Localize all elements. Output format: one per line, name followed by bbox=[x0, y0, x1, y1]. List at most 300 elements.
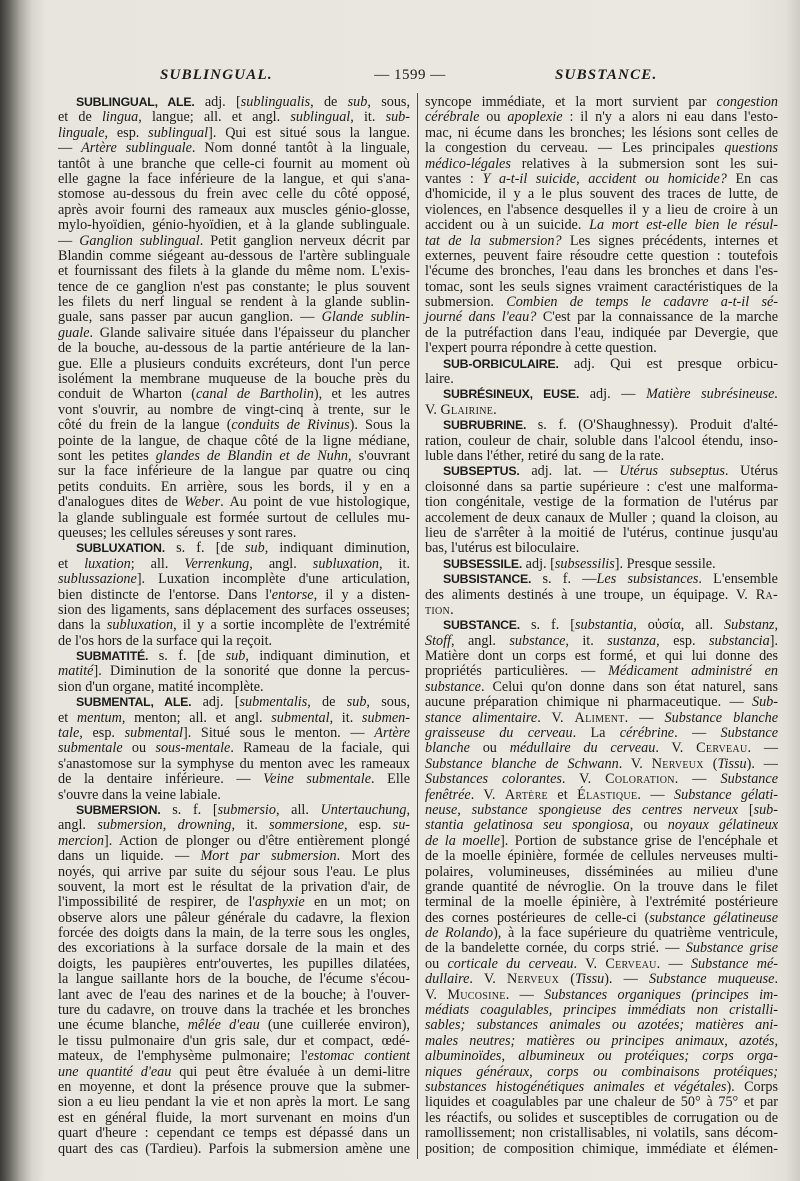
roman-text: ]. Presque sessile. bbox=[614, 555, 716, 572]
text-line bbox=[425, 1095, 778, 1110]
roman-text: ). — bbox=[746, 755, 778, 772]
text-line bbox=[425, 649, 778, 664]
roman-text: en moyenne, et dont la présence prouve que la submer- bbox=[58, 1079, 410, 1095]
italic-text: Médicament administré en bbox=[608, 663, 778, 680]
headword: SUBSESSILE. bbox=[443, 556, 523, 571]
text-line bbox=[58, 280, 410, 295]
italic-text: Substance bbox=[720, 725, 778, 742]
roman-text: , οὐσία, all. bbox=[633, 617, 724, 634]
text-line bbox=[425, 895, 778, 910]
roman-text: relatives à la submersion sont les sui- bbox=[510, 155, 778, 172]
text-line bbox=[425, 618, 778, 633]
italic-text: sub bbox=[347, 94, 368, 110]
roman-text: côté du frein de la langue ( bbox=[58, 417, 232, 434]
headword: SUBMERSION. bbox=[76, 802, 161, 817]
roman-text: quart des cas (Tardieu). Parfois la submersion amène une bbox=[58, 1140, 410, 1157]
italic-text: submental bbox=[124, 725, 183, 742]
headword: SUBRÉSINEUX, EUSE. bbox=[443, 387, 580, 402]
italic-text: Substance grise bbox=[685, 940, 779, 957]
italic-text: La mort est-elle bien le résul- bbox=[589, 217, 778, 234]
small-caps-reference: tion. bbox=[425, 601, 454, 618]
roman-text: Matière dont un corps est formé, et qui lui donne des bbox=[425, 648, 778, 665]
roman-text: , indiquant diminution, bbox=[264, 540, 410, 557]
roman-text: terminal de la moelle épinière, à l'extrémité postérieure bbox=[425, 894, 778, 911]
italic-text: noyaux gélatineux bbox=[667, 817, 779, 834]
roman-text: , s'ouvrant bbox=[347, 447, 410, 464]
text-line bbox=[425, 1003, 778, 1018]
italic-text: substance bbox=[509, 632, 566, 649]
roman-text: , angl. bbox=[451, 632, 510, 649]
italic-text: Sub- bbox=[751, 694, 778, 711]
roman-text: ]. Situé sous le menton. — bbox=[182, 725, 375, 742]
text-line bbox=[58, 1095, 410, 1110]
text-line bbox=[425, 172, 778, 187]
text-line bbox=[425, 157, 778, 172]
text-line bbox=[425, 434, 778, 449]
roman-text: . Nom donné tantôt à la linguale, bbox=[191, 140, 410, 157]
text-line bbox=[425, 310, 778, 325]
text-line bbox=[425, 788, 778, 803]
roman-text: la glande sublinguale est formée surtout de cellules mu- bbox=[58, 509, 410, 526]
italic-text: conduits de Rivinus bbox=[231, 417, 350, 434]
roman-text: — bbox=[58, 232, 80, 249]
text-line bbox=[58, 788, 410, 803]
roman-text: sont les petites bbox=[58, 447, 156, 464]
roman-text: bas, l'utérus est biloculaire. bbox=[425, 540, 580, 557]
text-line bbox=[58, 726, 410, 741]
text-line bbox=[58, 557, 410, 572]
italic-text: dullaire bbox=[425, 971, 470, 988]
text-line bbox=[58, 372, 410, 387]
roman-text: une écume blanche, bbox=[58, 1017, 188, 1034]
text-line bbox=[425, 1049, 778, 1064]
text-line bbox=[425, 187, 778, 202]
italic-text: submersion, drowning bbox=[97, 817, 232, 834]
italic-text: Substance gélati- bbox=[674, 786, 779, 803]
italic-text: une quantité d'eau bbox=[58, 1063, 172, 1080]
text-line bbox=[58, 695, 410, 710]
roman-text: le tissu pulmonaire d'un gris sale, dur et compact, œdé- bbox=[58, 1032, 410, 1049]
roman-text: de la putréfaction dans l'eau, indiquée par Devergie, que bbox=[425, 324, 778, 341]
roman-text: tence de ce ganglion n'est pas constante; le plus souvent bbox=[58, 278, 410, 295]
roman-text: et fournissant des filets à la glande du même nom. L'exis- bbox=[58, 263, 410, 280]
roman-text: d'homicide, il y a le plus souvent des traces de lutte, de bbox=[425, 186, 778, 203]
roman-text: . V. bbox=[470, 786, 505, 803]
roman-text: souvent, la mort est le résultat de la privation d'air, de bbox=[58, 878, 410, 895]
text-line bbox=[425, 541, 778, 556]
italic-text: subluxation bbox=[312, 555, 380, 572]
text-line bbox=[425, 326, 778, 341]
roman-text: . V. bbox=[537, 709, 575, 726]
roman-text: l'impossibilité de respirer, de l' bbox=[58, 894, 255, 911]
roman-text: . Celui qu'on donne dans son état naturel, sans bbox=[480, 678, 778, 695]
text-line bbox=[425, 741, 778, 756]
roman-text: . — bbox=[624, 709, 665, 726]
roman-text: , indiquant diminution, et bbox=[245, 648, 410, 665]
text-line bbox=[58, 1049, 410, 1064]
roman-text: accolement de deux canaux de Muller ; quand la cloison, au bbox=[425, 509, 778, 526]
roman-text: . V. bbox=[561, 771, 606, 788]
italic-text: sables; substances animales ou azotées; matières ani- bbox=[425, 1017, 778, 1034]
roman-text: luble dans l'éther, retiré du sang de la rate. bbox=[425, 447, 665, 464]
roman-text: mylo-hyoïdien, génio-hyoïdien, et à la glande sublinguale. bbox=[58, 217, 410, 234]
text-line bbox=[58, 157, 410, 172]
text-line bbox=[58, 849, 410, 864]
roman-text: lant avec de l'eau des narines et de la bouche; à l'ouver- bbox=[58, 986, 410, 1003]
roman-text: l'écume des bronches, l'eau dans les bronches et dans l'es- bbox=[425, 263, 778, 280]
roman-text: , it. bbox=[379, 555, 410, 572]
roman-text: . — bbox=[674, 771, 721, 788]
roman-text: V. bbox=[425, 401, 441, 418]
roman-text: — bbox=[58, 140, 82, 157]
italic-text: Tissu bbox=[717, 755, 747, 772]
text-line bbox=[58, 865, 410, 880]
text-line bbox=[425, 988, 778, 1003]
roman-text: , il y a sortie incomplète de l'extrémité bbox=[173, 617, 410, 634]
roman-text: ), à la face supérieure du quatrième ventricule, bbox=[493, 925, 779, 942]
roman-text: . Petit ganglion nerveux décrit par bbox=[199, 232, 410, 249]
italic-text: submentale bbox=[58, 740, 123, 757]
text-line bbox=[425, 818, 778, 833]
italic-text: sub bbox=[346, 694, 367, 711]
text-line bbox=[58, 203, 410, 218]
roman-text: adj. [ bbox=[522, 555, 555, 572]
roman-text: les réactifs, ou solides et susceptibles de corrugation ou de bbox=[425, 1109, 778, 1126]
italic-text: sub bbox=[225, 648, 246, 665]
roman-text: et bbox=[547, 786, 578, 803]
text-line bbox=[425, 126, 778, 141]
roman-text: ]. Qui est situé sous la langue. bbox=[208, 124, 410, 141]
italic-text: corticale du cerveau bbox=[447, 955, 574, 972]
roman-text: , menton; all. et angl. bbox=[121, 709, 272, 726]
roman-text: laire. bbox=[425, 371, 454, 388]
text-line bbox=[58, 141, 410, 156]
roman-text: . Mort des bbox=[336, 848, 410, 865]
roman-text: après avoir fourni des rameaux aux muscles génio-glosse, bbox=[58, 201, 410, 218]
italic-text: submentalis bbox=[239, 694, 308, 711]
italic-text: médiats coagulables, principes immédiats non cristalli- bbox=[425, 1002, 778, 1019]
roman-text: ou bbox=[479, 109, 508, 126]
roman-text: aucune préparation chimique ni pharmaceutique. — bbox=[425, 694, 752, 711]
roman-text: , il y a disten- bbox=[313, 586, 410, 603]
text-line bbox=[58, 218, 410, 233]
roman-text: ration, couleur de chair, soluble dans l'alcool étendu, inso- bbox=[425, 432, 778, 449]
right-column bbox=[425, 95, 778, 1157]
roman-text: s. f. [de bbox=[148, 648, 226, 665]
italic-text: de Rolando bbox=[425, 925, 494, 942]
italic-text: subluxation bbox=[106, 617, 174, 634]
roman-text: s. f. — bbox=[531, 571, 597, 588]
italic-text: Substance blanche de Schwann bbox=[425, 755, 619, 772]
italic-text: Utérus subseptus bbox=[619, 463, 725, 480]
roman-text: gue. Elle a plusieurs conduits excréteurs, dont l'un perce bbox=[58, 355, 410, 372]
roman-text: . Elle bbox=[371, 771, 411, 788]
roman-text: des excoriations à la surface dorsale de la main et des bbox=[58, 940, 410, 957]
roman-text: polaires, volumineuses, disséminées au milieu d'une bbox=[425, 863, 778, 880]
roman-text: ]. Portion de substance grise de l'encéphale et bbox=[500, 832, 778, 849]
roman-text: mateux, de l'emphysème pulmonaire; l' bbox=[58, 1048, 308, 1065]
italic-text: substantia bbox=[574, 617, 634, 634]
text-line bbox=[58, 649, 410, 664]
text-line bbox=[58, 434, 410, 449]
italic-text: questions bbox=[724, 140, 778, 157]
roman-text: accident ou à un suicide. bbox=[425, 217, 590, 234]
text-line bbox=[58, 1034, 410, 1049]
small-caps-reference: Ra- bbox=[755, 586, 778, 603]
italic-text: matité bbox=[58, 663, 94, 680]
text-line bbox=[425, 295, 778, 310]
roman-text: . V. bbox=[655, 740, 697, 757]
italic-text: sublingualis bbox=[240, 94, 311, 110]
text-line bbox=[425, 557, 778, 572]
text-line bbox=[58, 310, 410, 325]
roman-text: (une cuillerée environ), bbox=[259, 1017, 410, 1034]
text-line bbox=[58, 1080, 410, 1095]
roman-text: doigts, les paupières entr'ouvertes, les pupilles dilatées, bbox=[58, 955, 410, 972]
roman-text: . — bbox=[747, 740, 779, 757]
roman-text: . — bbox=[656, 955, 691, 972]
roman-text: sion a eu lieu pendant la vie et non après la mort. Le sang bbox=[58, 1094, 410, 1111]
text-line bbox=[58, 187, 410, 202]
italic-text: mentum bbox=[76, 709, 122, 726]
text-line bbox=[58, 511, 410, 526]
roman-text: de la bandelette cornée, du corps strié. — bbox=[425, 940, 686, 957]
roman-text: ; all. bbox=[130, 555, 185, 572]
text-line bbox=[58, 1018, 410, 1033]
text-line bbox=[425, 588, 778, 603]
text-line bbox=[58, 803, 410, 818]
text-line bbox=[58, 972, 410, 987]
text-line bbox=[425, 95, 778, 110]
roman-text: guale, sans passer par aucun ganglion. — bbox=[58, 309, 322, 326]
text-line bbox=[425, 1065, 778, 1080]
roman-text: grande quantité de névroglie. On la trouve dans le filet bbox=[425, 878, 778, 895]
italic-text: submersio bbox=[217, 801, 276, 818]
text-line bbox=[58, 572, 410, 587]
roman-text: de la bouche, au-dessous de la partie antérieure de la lan- bbox=[58, 340, 410, 357]
text-line bbox=[425, 664, 778, 679]
small-caps-reference: Élastique bbox=[577, 786, 638, 803]
roman-text: liquides et coagulables par une chaleur de 50° à 75° et par bbox=[425, 1094, 778, 1111]
italic-text: sub- bbox=[385, 109, 410, 126]
roman-text: , it. bbox=[350, 109, 386, 126]
roman-text: adj. lat. — bbox=[519, 463, 620, 480]
text-line bbox=[425, 341, 778, 356]
italic-text: médullaire du cerveau bbox=[509, 740, 656, 757]
italic-text: Artère bbox=[374, 725, 410, 742]
text-line bbox=[425, 264, 778, 279]
roman-text: mac, ni écume dans les bronches; les lésions sont celles de bbox=[425, 124, 778, 141]
text-line bbox=[425, 926, 778, 941]
italic-text: Glande sublin- bbox=[321, 309, 410, 326]
headword: SUBSISTANCE. bbox=[443, 572, 532, 587]
roman-text: vantes : bbox=[425, 170, 483, 187]
small-caps-reference: Coloration bbox=[605, 771, 675, 788]
text-line bbox=[425, 110, 778, 125]
italic-text: Substances colorantes bbox=[425, 771, 562, 788]
roman-text: , sous, bbox=[366, 694, 410, 711]
text-line bbox=[58, 664, 410, 679]
roman-text: la congestion du cerveau. — Les principales bbox=[425, 140, 725, 157]
italic-text: substance bbox=[425, 678, 481, 695]
italic-text: submen- bbox=[361, 709, 410, 726]
roman-text: ). Sous la bbox=[349, 417, 410, 434]
italic-text: Untertauchung bbox=[320, 801, 407, 818]
roman-text: syncope immédiate, et la mort survient par bbox=[425, 94, 717, 110]
text-line bbox=[425, 1111, 778, 1126]
italic-text: graisseuse du cerveau bbox=[425, 725, 573, 742]
italic-text: apoplexie bbox=[507, 109, 563, 126]
text-line bbox=[58, 464, 410, 479]
text-line bbox=[425, 203, 778, 218]
text-line bbox=[58, 526, 410, 541]
italic-text: journé dans l'eau? bbox=[425, 309, 537, 326]
text-line bbox=[58, 926, 410, 941]
text-line bbox=[425, 695, 778, 710]
italic-text: males neutres; matières ou principes animaux, azotés, bbox=[425, 1032, 778, 1049]
text-line bbox=[425, 1126, 778, 1141]
text-line bbox=[425, 880, 778, 895]
roman-text: , bbox=[406, 801, 410, 818]
roman-text: de la dentaire inférieure. — bbox=[58, 771, 264, 788]
headword: SUBRUBRINE. bbox=[443, 418, 527, 433]
text-line bbox=[425, 511, 778, 526]
italic-text: sous-mentale bbox=[155, 740, 231, 757]
left-column bbox=[58, 95, 410, 1157]
text-line bbox=[58, 110, 410, 125]
roman-text: s. f. [de bbox=[164, 540, 245, 557]
italic-text: lingua bbox=[101, 109, 139, 126]
running-head-left: SUBLINGUAL. bbox=[160, 67, 273, 83]
italic-text: su- bbox=[392, 817, 411, 834]
text-line bbox=[425, 941, 778, 956]
italic-text: neuse, substance spongieuse des centres nerveux bbox=[425, 801, 739, 818]
italic-text: stance alimentaire bbox=[425, 709, 538, 726]
text-line bbox=[425, 680, 778, 695]
text-line bbox=[425, 418, 778, 433]
text-line bbox=[425, 280, 778, 295]
italic-text: de la moelle bbox=[425, 832, 501, 849]
text-line bbox=[58, 1126, 410, 1141]
roman-text: , esp. bbox=[104, 124, 149, 141]
roman-text: elle gagne la face inférieure de la langue, et qui s'ana- bbox=[58, 170, 410, 187]
roman-text: s'anastomose sur la symphyse du menton avec les rameaux bbox=[58, 755, 410, 772]
text-line bbox=[425, 449, 778, 464]
roman-text: , de bbox=[307, 694, 347, 711]
text-line bbox=[425, 372, 778, 387]
text-line bbox=[58, 1142, 410, 1157]
roman-text: , angl. bbox=[249, 555, 313, 572]
italic-text: Substance bbox=[720, 771, 778, 788]
roman-text: des cornes postérieures de celle-ci ( bbox=[425, 909, 650, 926]
text-line bbox=[425, 480, 778, 495]
roman-text: . La bbox=[572, 725, 620, 742]
text-line bbox=[58, 264, 410, 279]
roman-text: Les signes précédents, internes et bbox=[561, 232, 779, 249]
text-line bbox=[58, 449, 410, 464]
italic-text: sub- bbox=[753, 801, 778, 818]
text-line bbox=[58, 403, 410, 418]
roman-text: s. f. [ bbox=[520, 617, 575, 634]
roman-text: ). Corps bbox=[726, 1079, 778, 1095]
italic-text: Tissu bbox=[575, 971, 605, 988]
text-line bbox=[58, 480, 410, 495]
roman-text: , all. bbox=[275, 801, 321, 818]
text-line bbox=[58, 880, 410, 895]
text-line bbox=[425, 834, 778, 849]
roman-text: . — bbox=[637, 786, 674, 803]
text-line bbox=[58, 95, 410, 110]
text-line bbox=[425, 495, 778, 510]
roman-text: observe alors une pâleur générale du cadavre, la flexion bbox=[58, 909, 410, 926]
text-line bbox=[58, 387, 410, 402]
roman-text: et bbox=[58, 709, 77, 726]
roman-text: l'expert pourra répondre à cette question. bbox=[425, 340, 657, 357]
roman-text: ou bbox=[469, 740, 510, 757]
roman-text: , ou bbox=[629, 817, 668, 834]
roman-text: ou bbox=[122, 740, 156, 757]
italic-text: Les subsistances bbox=[596, 571, 699, 588]
italic-text: Mort par submersion bbox=[200, 848, 337, 865]
text-line bbox=[58, 1065, 410, 1080]
roman-text: . Glande salivaire située dans l'épaisseur du plancher bbox=[89, 324, 410, 341]
roman-text: d'analogues dites de bbox=[58, 494, 185, 511]
text-line bbox=[425, 1018, 778, 1033]
italic-text: médico-légales bbox=[425, 155, 511, 172]
roman-text: bien distincte de l'entorse. Dans l' bbox=[58, 586, 272, 603]
italic-text: substance gélatineuse bbox=[649, 909, 778, 926]
roman-text: les filets du nerf lingual se rendent à la glande sublin- bbox=[58, 294, 410, 311]
roman-text: C'est par la connaissance de la marche bbox=[536, 309, 778, 326]
italic-text: canal de Bartholin bbox=[195, 386, 314, 403]
roman-text: adj. [ bbox=[191, 694, 240, 711]
italic-text: Substances organiques (principes im- bbox=[544, 986, 779, 1003]
text-line bbox=[425, 403, 778, 418]
text-line bbox=[58, 941, 410, 956]
small-caps-reference: Aliment bbox=[574, 709, 625, 726]
headword: SUBLUXATION. bbox=[76, 541, 165, 556]
italic-text: luxation bbox=[84, 555, 131, 572]
roman-text: qui peut être évaluée à un demi-litre bbox=[171, 1063, 410, 1080]
roman-text: , sous, bbox=[367, 94, 410, 110]
roman-text: , de bbox=[310, 94, 348, 110]
text-line bbox=[58, 588, 410, 603]
roman-text: submersion. bbox=[425, 294, 507, 311]
headword: SUBSTANCE. bbox=[443, 618, 521, 633]
text-line bbox=[58, 1111, 410, 1126]
roman-text: ]. bbox=[769, 632, 778, 649]
text-line bbox=[58, 341, 410, 356]
roman-text: ]. Action de plonger ou d'être entièrement plongé bbox=[103, 832, 410, 849]
text-line bbox=[425, 387, 778, 402]
text-line bbox=[425, 603, 778, 618]
roman-text: , langue; all. et angl. bbox=[138, 109, 291, 126]
text-line bbox=[58, 988, 410, 1003]
text-line bbox=[58, 234, 410, 249]
roman-text: des aliments destinés à une troupe, un équipage. V. bbox=[425, 586, 756, 603]
roman-text: , it. bbox=[329, 709, 362, 726]
text-line bbox=[425, 803, 778, 818]
roman-text: et bbox=[58, 555, 85, 572]
text-line bbox=[425, 249, 778, 264]
italic-text: fenêtrée bbox=[425, 786, 471, 803]
roman-text: ramollissement; non cristallisables, ni volatils, sans décom- bbox=[425, 1125, 778, 1142]
italic-text: stantia gelatinosa seu spongiosa bbox=[425, 817, 630, 834]
text-line bbox=[58, 772, 410, 787]
text-line bbox=[58, 295, 410, 310]
italic-text: substancia bbox=[709, 632, 770, 649]
italic-text: subsessilis bbox=[554, 555, 615, 572]
